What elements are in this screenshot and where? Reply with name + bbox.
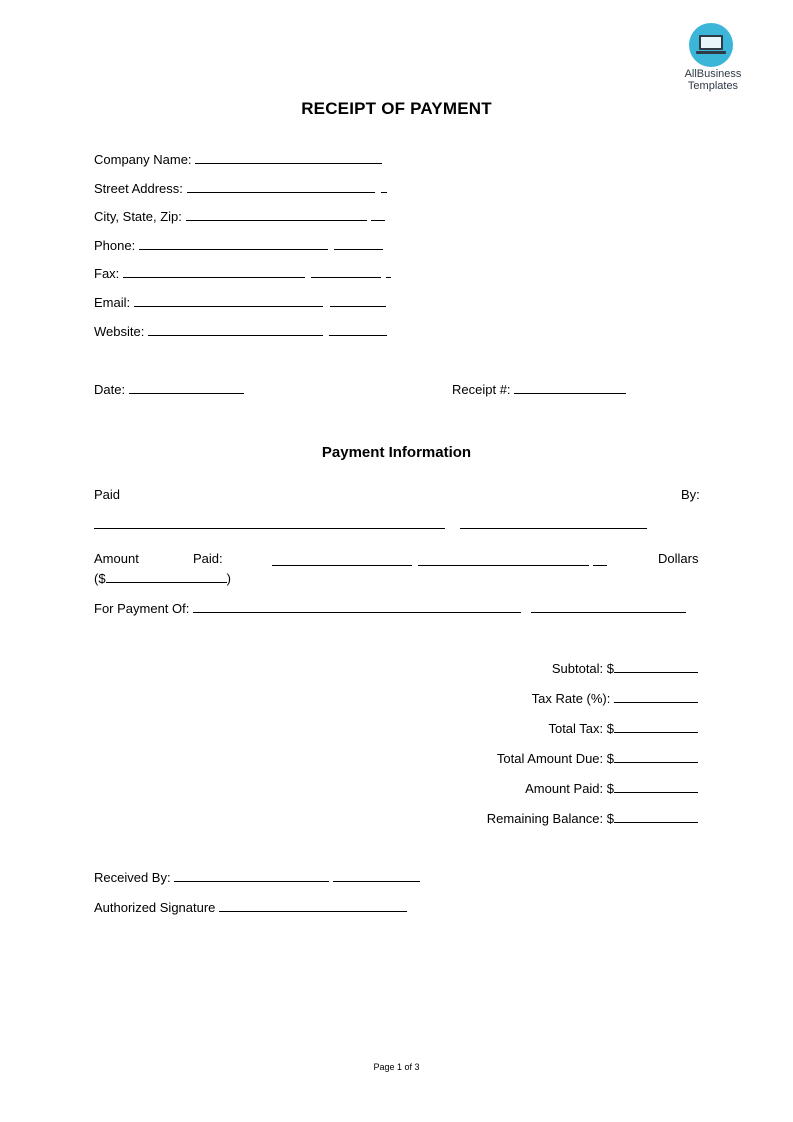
tax-rate-row (532, 691, 698, 706)
street-address-row (94, 181, 387, 196)
date-label: Date: (94, 382, 126, 397)
received-by-field-ext[interactable] (333, 880, 420, 882)
logo-line-1: AllBusiness (684, 68, 742, 80)
company-name-row (94, 152, 382, 167)
email-field[interactable] (134, 305, 323, 307)
company-name-label: Company Name: (94, 152, 192, 167)
dollars-label: Dollars (658, 551, 699, 566)
fax-field-ext[interactable] (311, 276, 381, 278)
logo-line-2: Templates (687, 80, 739, 92)
email-label: Email: (94, 295, 131, 310)
city-state-zip-label: City, State, Zip: (94, 209, 182, 224)
dollar-open: ($ (94, 571, 106, 586)
for-payment-label: For Payment Of: (94, 601, 190, 616)
amount-paid-total-field[interactable] (614, 791, 698, 793)
amount-paid-total-row (525, 781, 698, 796)
company-name-field[interactable] (195, 162, 382, 164)
signature-label: Authorized Signature (94, 900, 216, 915)
payment-information-heading: Payment Information (321, 444, 472, 461)
total-due-label: Total Amount Due: $ (496, 751, 614, 766)
remaining-balance-field[interactable] (614, 821, 698, 823)
website-field[interactable] (148, 334, 323, 336)
city-state-zip-field[interactable] (186, 219, 367, 221)
date-row (94, 382, 244, 397)
total-tax-row (548, 721, 698, 736)
subtotal-label: Subtotal: $ (551, 661, 614, 676)
website-label: Website: (94, 324, 145, 339)
fax-field-ext-2[interactable] (386, 276, 391, 278)
amount-paid-field-ext[interactable] (418, 565, 589, 566)
remaining-balance-label: Remaining Balance: $ (486, 811, 614, 826)
amount-paid-field[interactable] (272, 565, 412, 566)
received-by-field[interactable] (174, 880, 329, 882)
street-address-field-ext[interactable] (381, 191, 387, 193)
city-state-zip-row (94, 209, 385, 224)
dollar-close: ) (226, 571, 231, 586)
paid-by-field-ext[interactable] (460, 528, 647, 529)
fax-row (94, 266, 391, 281)
laptop-icon (689, 23, 733, 67)
fax-field[interactable] (123, 276, 305, 278)
amount-paid-word: Paid: (193, 551, 223, 566)
total-tax-label: Total Tax: $ (548, 721, 614, 736)
total-tax-field[interactable] (614, 731, 698, 733)
phone-row (94, 238, 383, 253)
email-row (94, 295, 386, 310)
amount-paid-field-ext-2[interactable] (593, 565, 607, 566)
tax-rate-field[interactable] (614, 701, 698, 703)
dollar-amount-field[interactable] (106, 581, 227, 583)
subtotal-field[interactable] (614, 671, 698, 673)
total-due-field[interactable] (614, 761, 698, 763)
logo-text (672, 68, 754, 92)
fax-label: Fax: (94, 266, 120, 281)
total-due-row (497, 751, 698, 766)
amount-label: Amount (94, 551, 139, 566)
by-label: By: (681, 487, 700, 502)
email-field-ext[interactable] (330, 305, 386, 307)
website-field-ext[interactable] (329, 334, 387, 336)
street-address-field[interactable] (187, 191, 375, 193)
logo-badge (689, 23, 733, 67)
phone-label: Phone: (94, 238, 136, 253)
page-number: Page 1 of 3 (373, 1062, 420, 1072)
receipt-number-row (452, 382, 626, 397)
for-payment-row (94, 601, 686, 616)
paid-by-field[interactable] (94, 528, 445, 529)
for-payment-field-ext[interactable] (531, 611, 686, 613)
website-row (94, 324, 387, 339)
subtotal-row (552, 661, 698, 676)
receipt-number-field[interactable] (514, 392, 626, 394)
page-title: RECEIPT OF PAYMENT (301, 99, 492, 118)
received-by-label: Received By: (94, 870, 171, 885)
signature-field[interactable] (219, 910, 407, 912)
dollar-amount-row (94, 571, 231, 586)
signature-row (94, 900, 407, 915)
tax-rate-label: Tax Rate (%): (531, 691, 611, 706)
received-by-row (94, 870, 420, 885)
paid-label: Paid (94, 487, 121, 502)
remaining-balance-row (487, 811, 698, 826)
city-state-zip-field-ext[interactable] (371, 219, 385, 221)
receipt-number-label: Receipt #: (452, 382, 511, 397)
date-field[interactable] (129, 392, 244, 394)
for-payment-field[interactable] (193, 611, 521, 613)
phone-field-ext[interactable] (334, 248, 383, 250)
phone-field[interactable] (139, 248, 328, 250)
street-address-label: Street Address: (94, 181, 183, 196)
amount-paid-total-label: Amount Paid: $ (525, 781, 614, 796)
